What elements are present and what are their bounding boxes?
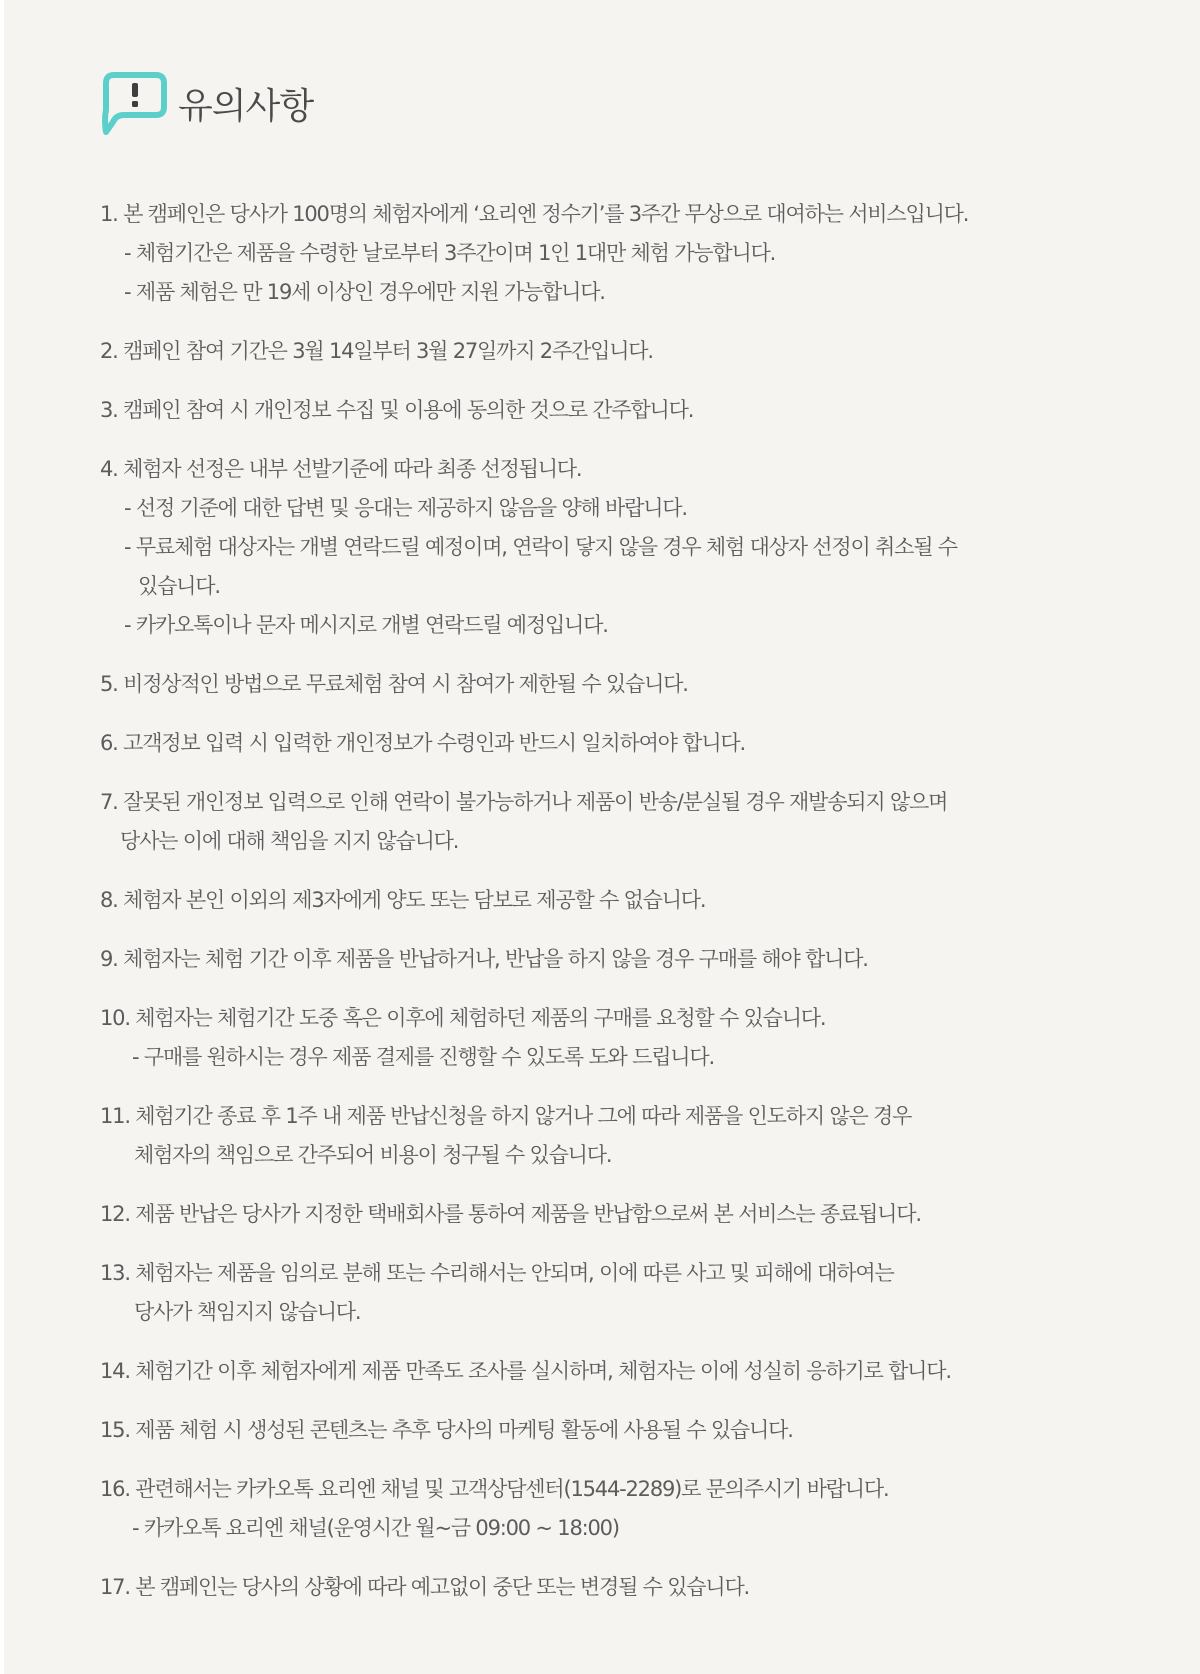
list-item — [100, 940, 1100, 979]
item-continuation: 체험자의 책임으로 간주되어 비용이 청구될 수 있습니다. — [134, 1143, 612, 1167]
list-item — [100, 783, 1100, 861]
page-title: 유의사항 — [178, 85, 314, 127]
item-line: 11. 체험기간 종료 후 1주 내 제품 반납신청을 하지 않거나 그에 따라 제품을 인도하지 않은 경우 — [100, 1104, 912, 1128]
item-sub-line: - 체험기간은 제품을 수령한 날로부터 3주간이며 1인 1대만 체험 가능합니다. — [124, 241, 776, 265]
item-sub-line: - 무료체험 대상자는 개별 연락드릴 예정이며, 연락이 닿지 않을 경우 체험 대상자 선정이 취소될 수 — [124, 535, 957, 559]
notice-header — [100, 70, 313, 136]
item-sub-line: - 카카오톡 요리엔 채널(운영시간 월~금 09:00 ~ 18:00) — [132, 1516, 619, 1540]
item-sub-line: - 카카오톡이나 문자 메시지로 개별 연락드릴 예정입니다. — [124, 613, 608, 637]
list-item — [100, 1411, 1100, 1450]
item-line: 9. 체험자는 체험 기간 이후 제품을 반납하거나, 반납을 하지 않을 경우 구매를 해야 합니다. — [100, 947, 868, 971]
item-line: 6. 고객정보 입력 시 입력한 개인정보가 수령인과 반드시 일치하여야 합니다. — [100, 731, 745, 755]
item-line: 16. 관련해서는 카카오톡 요리엔 채널 및 고객상담센터(1544-2289)로 문의주시기 바랍니다. — [100, 1477, 889, 1501]
item-line: 5. 비정상적인 방법으로 무료체험 참여 시 참여가 제한될 수 있습니다. — [100, 672, 688, 696]
item-line: 1. 본 캠페인은 당사가 100명의 체험자에게 ‘요리엔 정수기’를 3주간 무상으로 대여하는 서비스입니다. — [100, 202, 969, 226]
item-line: 4. 체험자 선정은 내부 선발기준에 따라 최종 선정됩니다. — [100, 457, 582, 481]
item-sub-continuation: 있습니다. — [138, 574, 220, 598]
item-continuation: 당사는 이에 대해 책임을 지지 않습니다. — [120, 829, 459, 853]
list-item — [100, 881, 1100, 920]
list-item — [100, 665, 1100, 704]
item-line: 2. 캠페인 참여 기간은 3월 14일부터 3월 27일까지 2주간입니다. — [100, 339, 653, 363]
item-sub-line: - 제품 체험은 만 19세 이상인 경우에만 지원 가능합니다. — [124, 280, 605, 304]
item-line: 8. 체험자 본인 이외의 제3자에게 양도 또는 담보로 제공할 수 없습니다. — [100, 888, 706, 912]
list-item — [100, 1470, 1100, 1548]
list-item — [100, 450, 1100, 645]
item-line: 12. 제품 반납은 당사가 지정한 택배회사를 통하여 제품을 반납함으로써 본 서비스는 종료됩니다. — [100, 1202, 921, 1226]
list-item — [100, 1195, 1100, 1234]
list-item — [100, 999, 1100, 1077]
list-item — [100, 1097, 1100, 1175]
list-item — [100, 1254, 1100, 1332]
list-item — [100, 332, 1100, 371]
list-item — [100, 195, 1100, 312]
item-continuation: 당사가 책임지지 않습니다. — [134, 1300, 361, 1324]
list-item — [100, 1568, 1100, 1607]
list-item — [100, 1352, 1100, 1391]
item-sub-line: - 구매를 원하시는 경우 제품 결제를 진행할 수 있도록 도와 드립니다. — [132, 1045, 714, 1069]
list-item — [100, 724, 1100, 763]
item-line: 15. 제품 체험 시 생성된 콘텐츠는 추후 당사의 마케팅 활동에 사용될 수 있습니다. — [100, 1418, 793, 1442]
item-line: 17. 본 캠페인는 당사의 상황에 따라 예고없이 중단 또는 변경될 수 있습니다. — [100, 1575, 750, 1599]
item-line: 14. 체험기간 이후 체험자에게 제품 만족도 조사를 실시하며, 체험자는 이에 성실히 응하기로 합니다. — [100, 1359, 951, 1383]
item-sub-line: - 선정 기준에 대한 답변 및 응대는 제공하지 않음을 양해 바랍니다. — [124, 496, 687, 520]
item-line: 13. 체험자는 제품을 임의로 분해 또는 수리해서는 안되며, 이에 따른 사고 및 피해에 대하여는 — [100, 1261, 894, 1285]
notice-panel — [4, 0, 1200, 1674]
list-item — [100, 391, 1100, 430]
item-line: 10. 체험자는 체험기간 도중 혹은 이후에 체험하던 제품의 구매를 요청할 수 있습니다. — [100, 1006, 826, 1030]
item-line: 3. 캠페인 참여 시 개인정보 수집 및 이용에 동의한 것으로 간주합니다. — [100, 398, 694, 422]
item-line: 7. 잘못된 개인정보 입력으로 인해 연락이 불가능하거나 제품이 반송/분실될 경우 재발송되지 않으며 — [100, 790, 948, 814]
speech-bubble-exclamation-icon — [100, 70, 168, 136]
notice-list — [100, 195, 1100, 1627]
